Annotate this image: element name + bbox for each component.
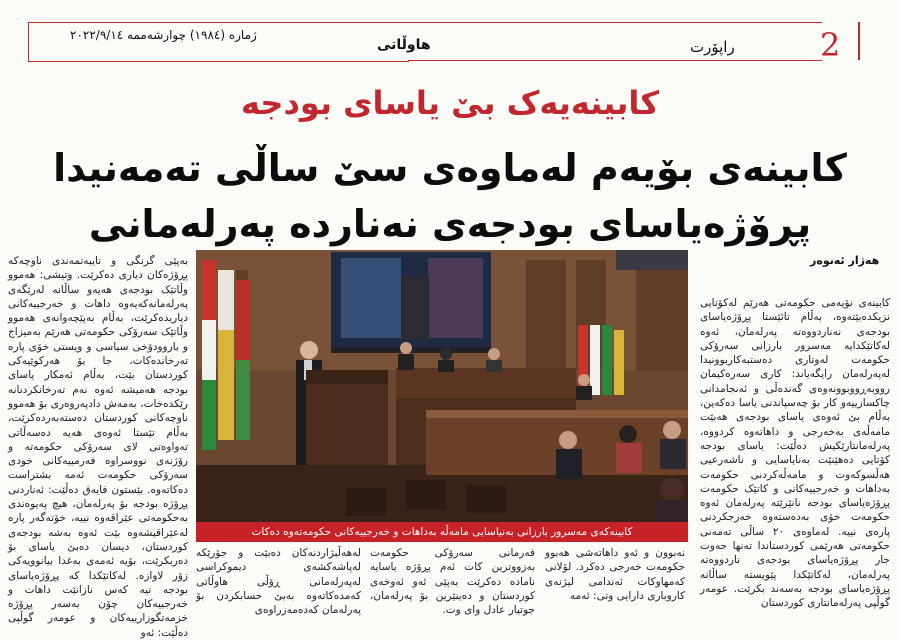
photo-illustration xyxy=(196,250,688,522)
article-headline: کابینەی بۆیەم لەماوەی سێ ساڵی تەمەنیدا پڕۆژەیاسای بودجەی نەناردە پەرلەمانی xyxy=(53,146,847,246)
column-text: نەبوون و ئەو داهاتەشی هەبوو حکومەت خەرجی دەکرد. لۆلانی کەمهاوکات ئەندامی لیژنەی کاروباری دارایی وتی: ئەمە xyxy=(545,547,685,602)
header-rule-bottom xyxy=(408,60,822,61)
text-column-mid3 xyxy=(196,546,361,617)
text-column-right xyxy=(700,296,891,610)
parliament-photo xyxy=(196,250,688,522)
page-number-bar xyxy=(858,22,860,60)
issue-info: ژمارە (١٩٨٤) چوارشەممە ٢٠٢٢/٩/١٤ xyxy=(70,28,257,42)
article-kicker: کابینەیەک بێ یاسای بودجە xyxy=(241,84,659,122)
text-column-left xyxy=(8,254,188,639)
page-number: 2 xyxy=(820,26,841,64)
column-text: فەرمانی سەرۆکی حکومەت بەزووترین کات ئەم پڕۆژە یاسایە نامادە دەکرێت بەپێی ئەو ئەوخەی کوردستان و دەینێرین بۆ پەرلەمان، جوتیار عادل وای وت. xyxy=(370,547,535,617)
column-text: لەهەڵبژاردنەکان دەبێت و جۆرێکە لەپاشەکشەی دیموکراسی لەپەرلەمانی ڕۆڵی هاوڵاتی کەمدەکاتەوە بەبێ حسابکردن بۆ پەرلەمان کەدەمەزراوەی xyxy=(196,547,361,617)
text-column-mid2 xyxy=(370,546,535,617)
column-text: کابینەی نۆیەمی حکومەتی هەرێم لەکۆتایی نزیکدەبێتەوە، بەڵام تائێستا پڕۆژەیاسای بودجەی نەناردووەتە پەرلەمان، ئەوە لەکاتێکدایە مەسرور بارزانی سەرۆکی حکومەت لەوتاری دەستبەکاربوونیدا لەپەرلەمان رایگەیاند: کاری سەرەکیمان رووبەڕووبوونەوەی گەندەڵی و ئەنجامدانی چاکسازییەو کار بۆ چەسپاندنی یاسا دەکەین، بەڵام بێ ئەوەی یاسای بودجەی هەبێت مامەڵەی بەخەرجی و داهاتەوە کردووە، پەرلەمانتارێکیش دەڵێت: یاسای بودجە کۆتایی دەهێنێت بەنایاسایی و ناشەرعیی هەڵسوکەوت و مامەڵەکردنی حکومەت بەداهات و خەرجییەکانی و کاتێک حکومەت پڕۆژەیاسای بودجە نانێرێتە پەرلەمان ئەوە حکومەت خۆی بەدەستەوە خەرجکردنی پارەی نییە. لەماوەی ٢٠ ساڵی تەمەنی حکومەتی هەرێمی کوردستاندا تەنها حەوت جار پڕۆژەیاسای بودجەی ناردووەتە پەرلەمان، لەکاتێکدا پێویستە ساڵانە پڕۆژەیاسای بودجە بەسەند بکرێت. عومەر گوڵپی پەرلەمانتاری کوردستان xyxy=(700,297,891,610)
author-byline: هەژار ئەنوەر xyxy=(810,254,880,267)
column-text: بەپێی گرنگی و تایبەتمەندی ناوچەکە پڕۆژەکان دیاری دەکرێت. وتیشی: هەموو وڵاتێک بودجەی هەیەو ساڵانە لەرێگەی پەرلەمانەکەیەوە داهات و خەرجییەکانی دیاریدەکرێت، بەڵام بەپێچەوانەی هەموو وڵاتێک سەرۆکی حکومەتی هەرێم بەمیزاج و باروودۆخی سیاسی و ویستی خۆی پارە تەرخاندەکات، جا بۆ هەرکوێیەکی کوردستان بێت، بەڵام ئەمکار یاسای بودجە هەمیشە ئەوە نەم تەرخانکردنانە رێکدەخات، بەمەش دادپەروەری بۆ هەموو ناوچەکانی کوردستان دەستەبەردەکرێت، بەڵام تێستا ئەوەی هەیە دەسەڵاتی تەواوەتی لای سەرۆکی حکومەتە و رۆژنەی نووسراوە فەرمییەکانی خودی سەرۆکی حکومەت ئەمە بشتراست دەکاتەوە. بێستون فایەق دەڵێت: ئەناردنی پڕۆژە بودجە بۆ پەرلەمان، هیچ پەیوەندی بەحکومەتی عێراقەوە نییە، خۆتەگەر پارە لەعێراقیشەوە بێت ئەوە بەشە بودجەی کوردستان، دیسان دەبێ یاسای بۆ دەربکرێت، بۆیە ئەمەی بەغدا بیانوویەکی زۆر لاوازە. لەکاتێکدا کە پڕۆژەیاسای بودجە نیە کەس نازانێت داهات و خەرجییەکان چۆن بەسەر پڕۆژە خزمەتگوزارییەکان و عومەر گوڵپی دەڵێت: ئەو xyxy=(8,255,188,639)
section-name: راپۆرت xyxy=(690,38,735,56)
text-column-mid1 xyxy=(545,546,685,600)
newspaper-logo: هاوڵاتی xyxy=(377,37,431,53)
header-rule-top xyxy=(408,22,822,23)
photo-caption: کابینەکەی مەسرور بارزانی بەنیاسایی مامەڵە بەداهات و خەرجییەکانی حکومەتەوە دەکات xyxy=(196,522,688,542)
